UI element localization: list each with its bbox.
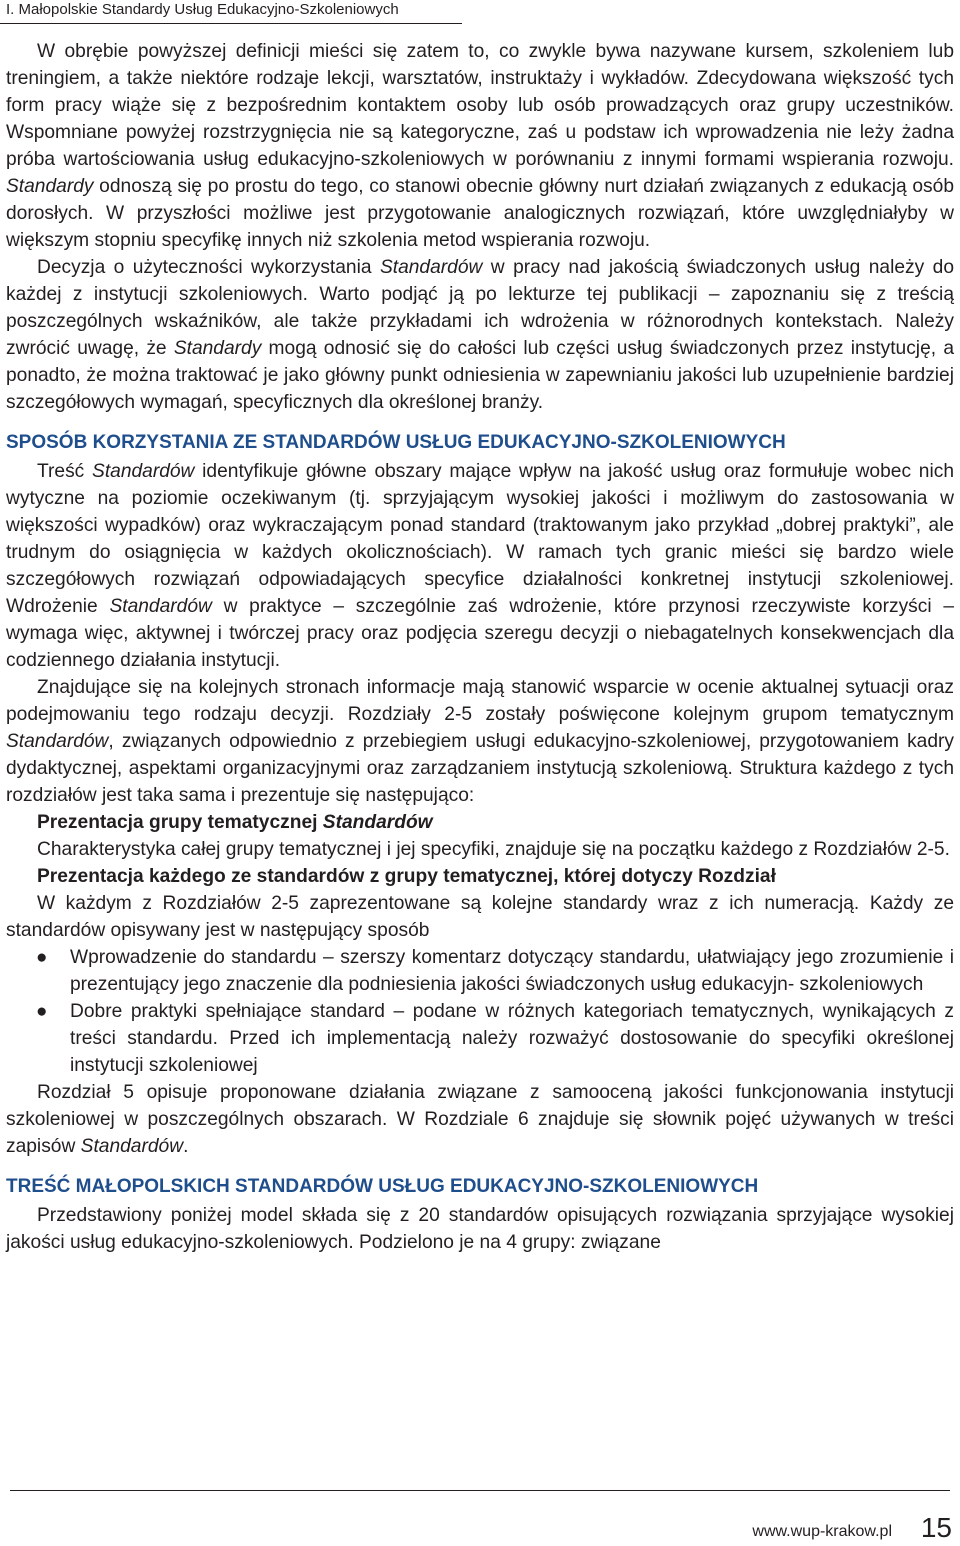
group-presentation-text: Charakterystyka całej grupy tematycznej i jej specyfiki, znajduje się na początku każdego z Rozdziałów 2-5. — [37, 839, 950, 860]
standard-presentation-text: W każdym z Rozdziałów 2-5 zaprezentowane są kolejne standardy wraz z ich numeracją. Każdy ze standardów opisywany jest w następujący sposób — [6, 893, 954, 941]
chapter-5-6-paragraph: Rozdział 5 opisuje proponowane działania związane z samooceną jakości funkcjonowania instytucji szkoleniowej w poszczególnych obszarach. W Rozdziale 6 znajduje się słownik pojęć używanych w treści zapisów Standardów. — [6, 1082, 954, 1157]
section-heading-content: TREŚĆ MAŁOPOLSKICH STANDARDÓW USŁUG EDUKACYJNO-SZKOLENIOWYCH — [6, 1176, 759, 1197]
usage-paragraph-2: Znajdujące się na kolejnych stronach informacje mają stanowić wsparcie w ocenie aktualnej sytuacji oraz podejmowaniu tego rodzaju decyzji. Rozdziały 2-5 zostały poświęcone kolejnym grupom tematycznym Standardów, związanych odpowiednio z przebiegiem usługi edukacyjno-szkoleniowej, przygotowaniem kadry dydaktycznej, aspektami organizacyjnymi oraz zarządzaniem instytucją szkoleniową. Struktura każdego z tych rozdziałów jest taka sama i prezentuje się następująco: — [6, 677, 954, 806]
intro-paragraph-2: Decyzja o użyteczności wykorzystania Standardów w pracy nad jakością świadczonych usług należy do każdej z instytucji szkoleniowych. Warto podjąć ją po lekturze tej publikacji – zapoznaniu się z treścią poszczególnych wskaźników, ale także przykładami ich wdrożenia w różnorodnych kontekstach. Należy zwrócić uwagę, że Standardy mogą odnosić się do całości lub części usług świadczonych przez instytucję, a ponadto, że można traktować je jako główny punkt odniesienia w zapewnianiu jakości lub uzupełnienie bardziej szczegółowych wymagań, specyficznych dla określonej branży. — [6, 257, 954, 413]
bullet-icon: ● — [36, 1001, 48, 1022]
page-content — [6, 38, 954, 1256]
list-item: ● Dobre praktyki spełniające standard – podane w różnych kategoriach tematycznych, wynikających z treści standardu. Przed ich implementacją należy rozważyć dostosowanie do specyfiki określonej instytucji szkoleniowej — [70, 998, 954, 1079]
standard-structure-list — [6, 944, 954, 1079]
section-heading-usage: SPOSÓB KORZYSTANIA ZE STANDARDÓW USŁUG EDUKACYJNO-SZKOLENIOWYCH — [6, 432, 786, 453]
bullet-icon: ● — [36, 947, 48, 968]
subheading-standard-presentation: Prezentacja każdego ze standardów z grupy tematycznej, której dotyczy Rozdział — [37, 866, 776, 887]
running-header: I. Małopolskie Standardy Usług Edukacyjno-Szkoleniowych — [0, 0, 462, 24]
subheading-group-presentation: Prezentacja grupy tematycznej Standardów — [37, 812, 433, 833]
intro-paragraph-1: W obrębie powyższej definicji mieści się zatem to, co zwykle bywa nazywane kursem, szkoleniem lub treningiem, a także niektóre rodzaje lekcji, warsztatów, instruktaży i wykładów. Zdecydowana większość tych form pracy wiąże się z bezpośrednim kontaktem osoby lub osób prowadzących oraz grupy uczestników. Wspomniane powyżej rozstrzygnięcia nie są kategoryczne, zaś u podstaw ich wprowadzenia nie leży żadna próba wartościowania usług edukacyjno-szkoleniowych w porównaniu z innymi formami wspierania rozwoju. Standardy odnoszą się po prostu do tego, co stanowi obecnie główny nurt działań związanych z edukacją osób dorosłych. W przyszłości możliwe jest przygotowanie analogicznych rozwiązań, które uwzględniałyby w większym stopniu specyfikę innych niż szkolenia metod wspierania rozwoju. — [6, 41, 954, 251]
list-item: ● Wprowadzenie do standardu – szerszy komentarz dotyczący standardu, ułatwiający jego zrozumienie i prezentujący jego znaczenie dla podniesienia jakości świadczonych usług edukacyjn- szkoleniowych — [70, 944, 954, 998]
page-number: 15 — [920, 1512, 952, 1543]
content-paragraph-1: Przedstawiony poniżej model składa się z 20 standardów opisujących rozwiązania sprzyjające wysokiej jakości usług edukacyjno-szkoleniowych. Podzielono je na 4 grupy: związane — [6, 1205, 954, 1253]
usage-paragraph-1: Treść Standardów identyfikuje główne obszary mające wpływ na jakość usług oraz formułuje wobec nich wytyczne na poziomie oczekiwanym (tj. sprzyjającym wysokiej jakości i możliwym do zastosowania w większości wypadków) oraz wykraczającym ponad standard (traktowanym jako przykład „dobrej praktyki”, ale trudnym do osiągnięcia w każdych okolicznościach). W ramach tych granic mieści się bardzo wiele szczegółowych rozwiązań odpowiadających specyfice działalności konkretnej instytucji szkoleniowej. Wdrożenie Standardów w praktyce – szczególnie zaś wdrożenie, które przynosi rzeczywiste korzyści – wymaga więc, aktywnej i twórczej pracy oraz podjęcia szeregu decyzji o niebagatelnych konsekwencjach dla codziennego działania instytucji. — [6, 461, 955, 671]
footer-divider — [10, 1490, 950, 1491]
footer-url[interactable]: www.wup-krakow.pl — [752, 1523, 892, 1540]
